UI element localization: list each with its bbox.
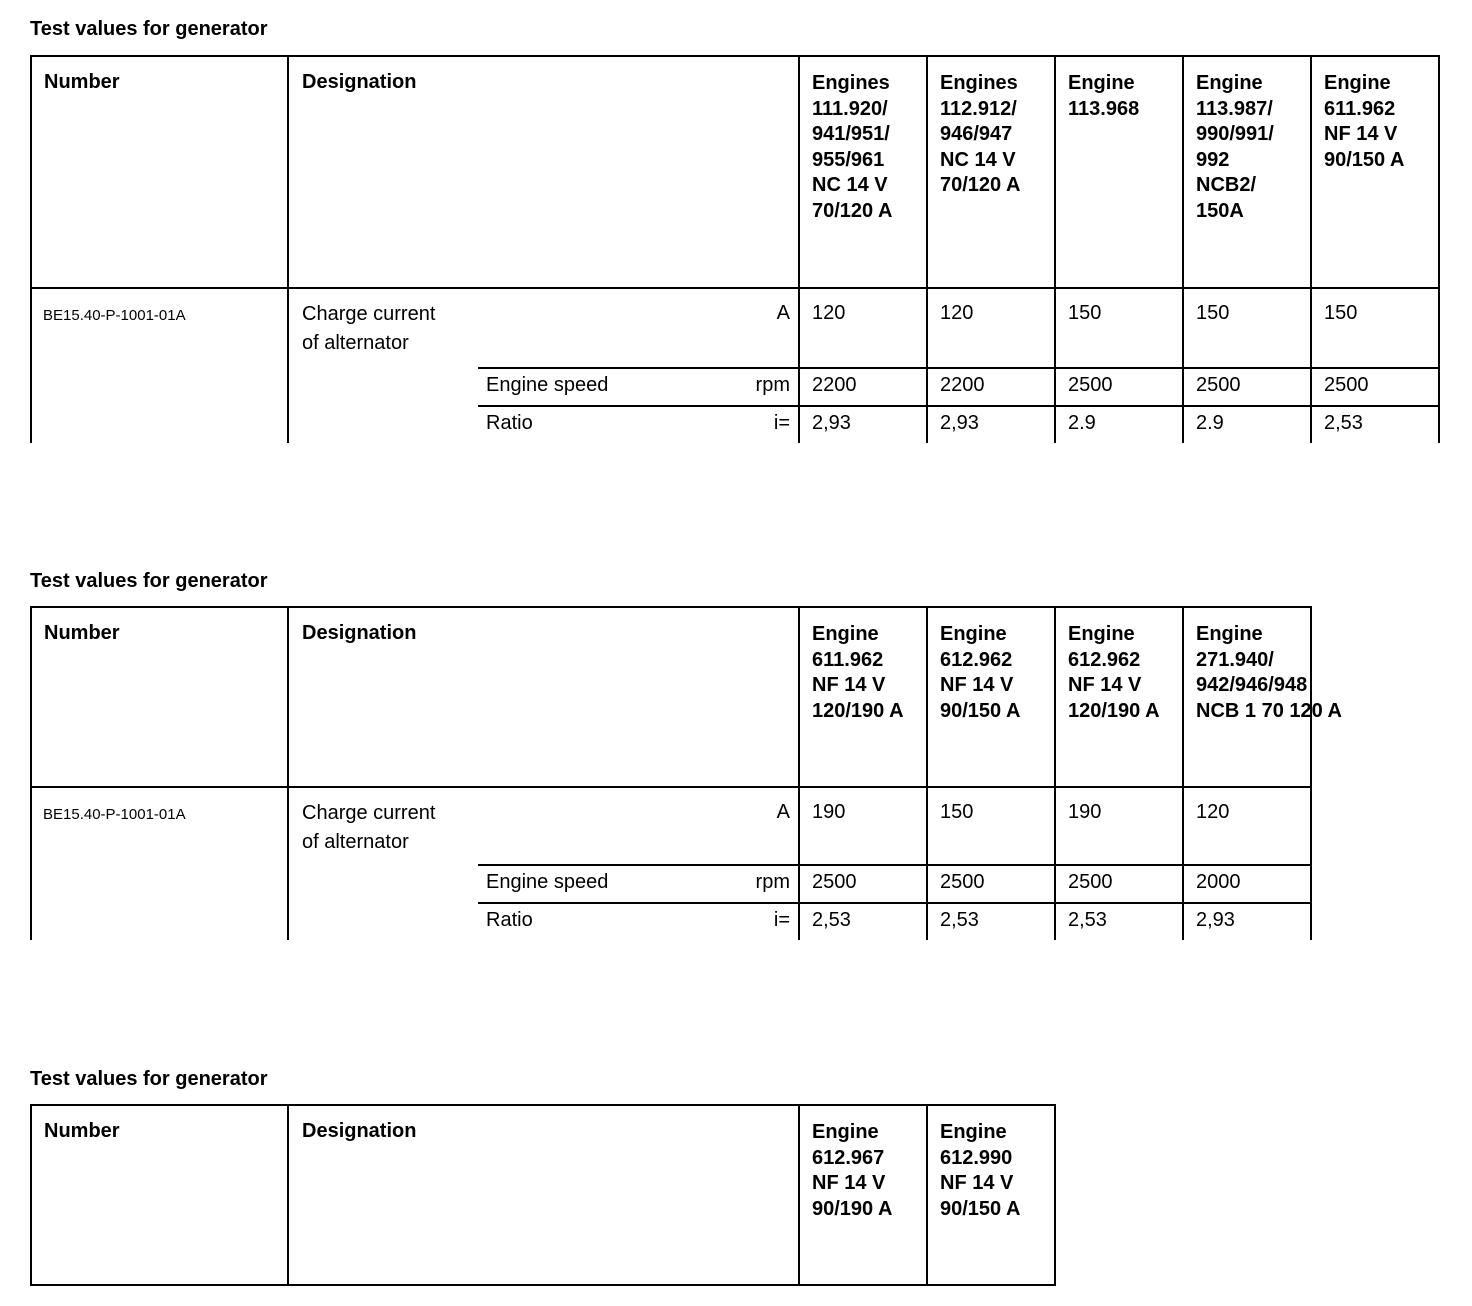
table-rule-horizontal bbox=[478, 367, 1440, 369]
engine-spec-line: Engine bbox=[1324, 72, 1391, 94]
designation-line: Charge current bbox=[302, 303, 436, 325]
engine-spec-line: NCB 1 70 120 A bbox=[1196, 699, 1342, 722]
engine-spec-line: Engine bbox=[1068, 72, 1135, 94]
table-cell-value: 190 bbox=[812, 801, 846, 823]
engine-spec-line: 70/120 A bbox=[940, 174, 1021, 196]
engine-spec-line: 611.962 bbox=[1324, 97, 1396, 120]
table-cell-value: 2200 bbox=[812, 374, 857, 396]
param-unit: A bbox=[776, 801, 790, 823]
table-rule-vertical bbox=[1054, 1104, 1056, 1284]
engine-spec-line: 612.990 bbox=[940, 1146, 1013, 1169]
table-cell-value: 2000 bbox=[1196, 871, 1241, 893]
engine-spec-line: 90/150 A bbox=[940, 699, 1021, 722]
table-rule-vertical bbox=[926, 1104, 928, 1284]
engine-spec-line: NC 14 V bbox=[940, 148, 1016, 171]
table-cell-value: 2,93 bbox=[1196, 909, 1235, 931]
table-cell-value: 120 bbox=[812, 302, 846, 324]
header-engine bbox=[1196, 71, 1274, 224]
engine-spec-line: NF 14 V bbox=[1068, 674, 1142, 696]
table-cell-value: 120 bbox=[1196, 801, 1230, 823]
table-cell-value: 190 bbox=[1068, 801, 1102, 823]
header-engine bbox=[1068, 71, 1139, 122]
engine-spec-line: Engines bbox=[812, 72, 890, 94]
table-rule-horizontal bbox=[30, 1104, 1056, 1106]
param-label: Ratio bbox=[486, 412, 533, 434]
engine-spec-line: 70/120 A bbox=[812, 199, 893, 222]
table-rule-horizontal bbox=[30, 786, 1312, 788]
engine-spec-line: Engine bbox=[812, 623, 879, 645]
row-designation bbox=[302, 799, 435, 857]
designation-line: of alternator bbox=[302, 831, 409, 853]
designation-line: Charge current bbox=[302, 802, 436, 824]
table-cell-value: 2,93 bbox=[940, 412, 979, 434]
table-cell-value: 2500 bbox=[812, 871, 857, 893]
table-rule-horizontal bbox=[30, 287, 1440, 289]
table-rule-vertical bbox=[1054, 606, 1056, 940]
engine-spec-line: NF 14 V bbox=[1324, 123, 1398, 145]
engine-spec-line: Engine bbox=[940, 1121, 1007, 1143]
table-rule-vertical bbox=[1054, 55, 1056, 443]
row-designation bbox=[302, 300, 435, 358]
table-rule-horizontal bbox=[478, 902, 1312, 904]
engine-spec-line: 120/190 A bbox=[812, 699, 904, 722]
table-rule-vertical bbox=[30, 55, 32, 443]
table-rule-vertical bbox=[287, 1104, 289, 1284]
test-values-table bbox=[30, 606, 1342, 940]
row-number: BE15.40-P-1001-01A bbox=[43, 307, 186, 324]
engine-spec-line: NF 14 V bbox=[812, 1172, 886, 1194]
table-rule-vertical bbox=[926, 55, 928, 443]
test-values-table bbox=[30, 1104, 1056, 1284]
header-engine bbox=[1068, 622, 1160, 724]
param-label: Engine speed bbox=[486, 871, 609, 893]
table-cell-value: 2500 bbox=[1068, 374, 1113, 396]
engine-spec-line: 271.940/ bbox=[1196, 648, 1274, 671]
engine-spec-line: 941/951/ bbox=[812, 123, 890, 145]
header-engine bbox=[812, 1120, 892, 1222]
engine-spec-line: Engine bbox=[1068, 623, 1135, 645]
engine-spec-line: 90/150 A bbox=[940, 1197, 1021, 1220]
engine-spec-line: Engine bbox=[812, 1121, 879, 1143]
table-title: Test values for generator bbox=[30, 1068, 268, 1090]
table-cell-value: 120 bbox=[940, 302, 974, 324]
table-cell-value: 2,53 bbox=[812, 909, 851, 931]
header-designation: Designation bbox=[302, 622, 417, 644]
table-rule-vertical bbox=[287, 55, 289, 443]
table-cell-value: 2,53 bbox=[940, 909, 979, 931]
header-engine bbox=[1196, 622, 1342, 724]
table-rule-horizontal bbox=[478, 405, 1440, 407]
engine-spec-line: 990/991/ bbox=[1196, 123, 1274, 145]
engine-spec-line: NF 14 V bbox=[940, 1172, 1014, 1194]
table-rule-horizontal bbox=[30, 55, 1440, 57]
header-engine bbox=[1324, 71, 1404, 173]
table-cell-value: 2,53 bbox=[1324, 412, 1363, 434]
table-rule-vertical bbox=[1182, 606, 1184, 940]
engine-spec-line: NC 14 V bbox=[812, 174, 888, 196]
engine-spec-line: 946/947 bbox=[940, 123, 1013, 145]
table-rule-horizontal bbox=[478, 864, 1312, 866]
table-rule-vertical bbox=[30, 606, 32, 940]
table-rule-vertical bbox=[287, 606, 289, 940]
table-cell-value: 2,93 bbox=[812, 412, 851, 434]
test-values-table bbox=[30, 55, 1440, 443]
table-cell-value: 150 bbox=[1324, 302, 1358, 324]
table-rule-vertical bbox=[798, 1104, 800, 1284]
param-unit: i= bbox=[773, 909, 790, 931]
table-cell-value: 150 bbox=[940, 801, 974, 823]
table-cell-value: 2500 bbox=[1196, 374, 1241, 396]
table-rule-horizontal bbox=[30, 606, 1312, 608]
header-engine bbox=[940, 71, 1020, 199]
row-number: BE15.40-P-1001-01A bbox=[43, 806, 186, 823]
engine-spec-line: Engines bbox=[940, 72, 1018, 94]
table-cell-value: 2,53 bbox=[1068, 909, 1107, 931]
table-rule-vertical bbox=[926, 606, 928, 940]
header-designation: Designation bbox=[302, 1120, 417, 1142]
header-number: Number bbox=[44, 1120, 120, 1142]
param-unit: rpm bbox=[755, 374, 790, 396]
engine-spec-line: 120/190 A bbox=[1068, 699, 1160, 722]
engine-spec-line: 90/190 A bbox=[812, 1197, 893, 1220]
param-label: Ratio bbox=[486, 909, 533, 931]
param-unit: rpm bbox=[755, 871, 790, 893]
engine-spec-line: 955/961 bbox=[812, 148, 885, 171]
header-engine bbox=[812, 622, 904, 724]
engine-spec-line: 113.968 bbox=[1068, 97, 1140, 120]
table-cell-value: 2500 bbox=[1068, 871, 1113, 893]
engine-spec-line: Engine bbox=[1196, 72, 1263, 94]
table-rule-vertical bbox=[30, 1104, 32, 1284]
table-rule-vertical bbox=[1182, 55, 1184, 443]
table-rule-vertical bbox=[1310, 55, 1312, 443]
header-designation: Designation bbox=[302, 71, 417, 93]
table-rule-vertical bbox=[1438, 55, 1440, 443]
engine-spec-line: Engine bbox=[1196, 623, 1263, 645]
engine-spec-line: 992 bbox=[1196, 148, 1230, 171]
engine-spec-line: 611.962 bbox=[812, 648, 884, 671]
engine-spec-line: 612.962 bbox=[940, 648, 1013, 671]
table-rule-vertical bbox=[798, 55, 800, 443]
header-engine bbox=[812, 71, 892, 224]
engine-spec-line: 112.912/ bbox=[940, 97, 1017, 120]
header-number: Number bbox=[44, 622, 120, 644]
engine-spec-line: 612.967 bbox=[812, 1146, 885, 1169]
table-cell-value: 2.9 bbox=[1196, 412, 1224, 434]
table-cell-value: 2500 bbox=[1324, 374, 1369, 396]
header-number: Number bbox=[44, 71, 120, 93]
param-unit: i= bbox=[773, 412, 790, 434]
engine-spec-line: 150A bbox=[1196, 199, 1244, 222]
engine-spec-line: 113.987/ bbox=[1196, 97, 1273, 120]
engine-spec-line: NF 14 V bbox=[812, 674, 886, 696]
table-rule-vertical bbox=[798, 606, 800, 940]
table-cell-value: 2.9 bbox=[1068, 412, 1096, 434]
engine-spec-line: 111.920/ bbox=[812, 97, 888, 120]
engine-spec-line: 612.962 bbox=[1068, 648, 1141, 671]
table-cell-value: 2500 bbox=[940, 871, 985, 893]
designation-line: of alternator bbox=[302, 332, 409, 354]
table-title: Test values for generator bbox=[30, 570, 268, 592]
table-title: Test values for generator bbox=[30, 18, 268, 40]
header-engine bbox=[940, 622, 1020, 724]
engine-spec-line: NF 14 V bbox=[940, 674, 1014, 696]
engine-spec-line: NCB2/ bbox=[1196, 174, 1257, 196]
param-label: Engine speed bbox=[486, 374, 609, 396]
header-engine bbox=[940, 1120, 1020, 1222]
table-cell-value: 150 bbox=[1068, 302, 1102, 324]
engine-spec-line: 942/946/948 bbox=[1196, 674, 1308, 696]
engine-spec-line: Engine bbox=[940, 623, 1007, 645]
param-unit: A bbox=[776, 302, 790, 324]
engine-spec-line: 90/150 A bbox=[1324, 148, 1405, 171]
table-rule-horizontal bbox=[30, 1284, 1056, 1286]
table-cell-value: 2200 bbox=[940, 374, 985, 396]
table-cell-value: 150 bbox=[1196, 302, 1230, 324]
